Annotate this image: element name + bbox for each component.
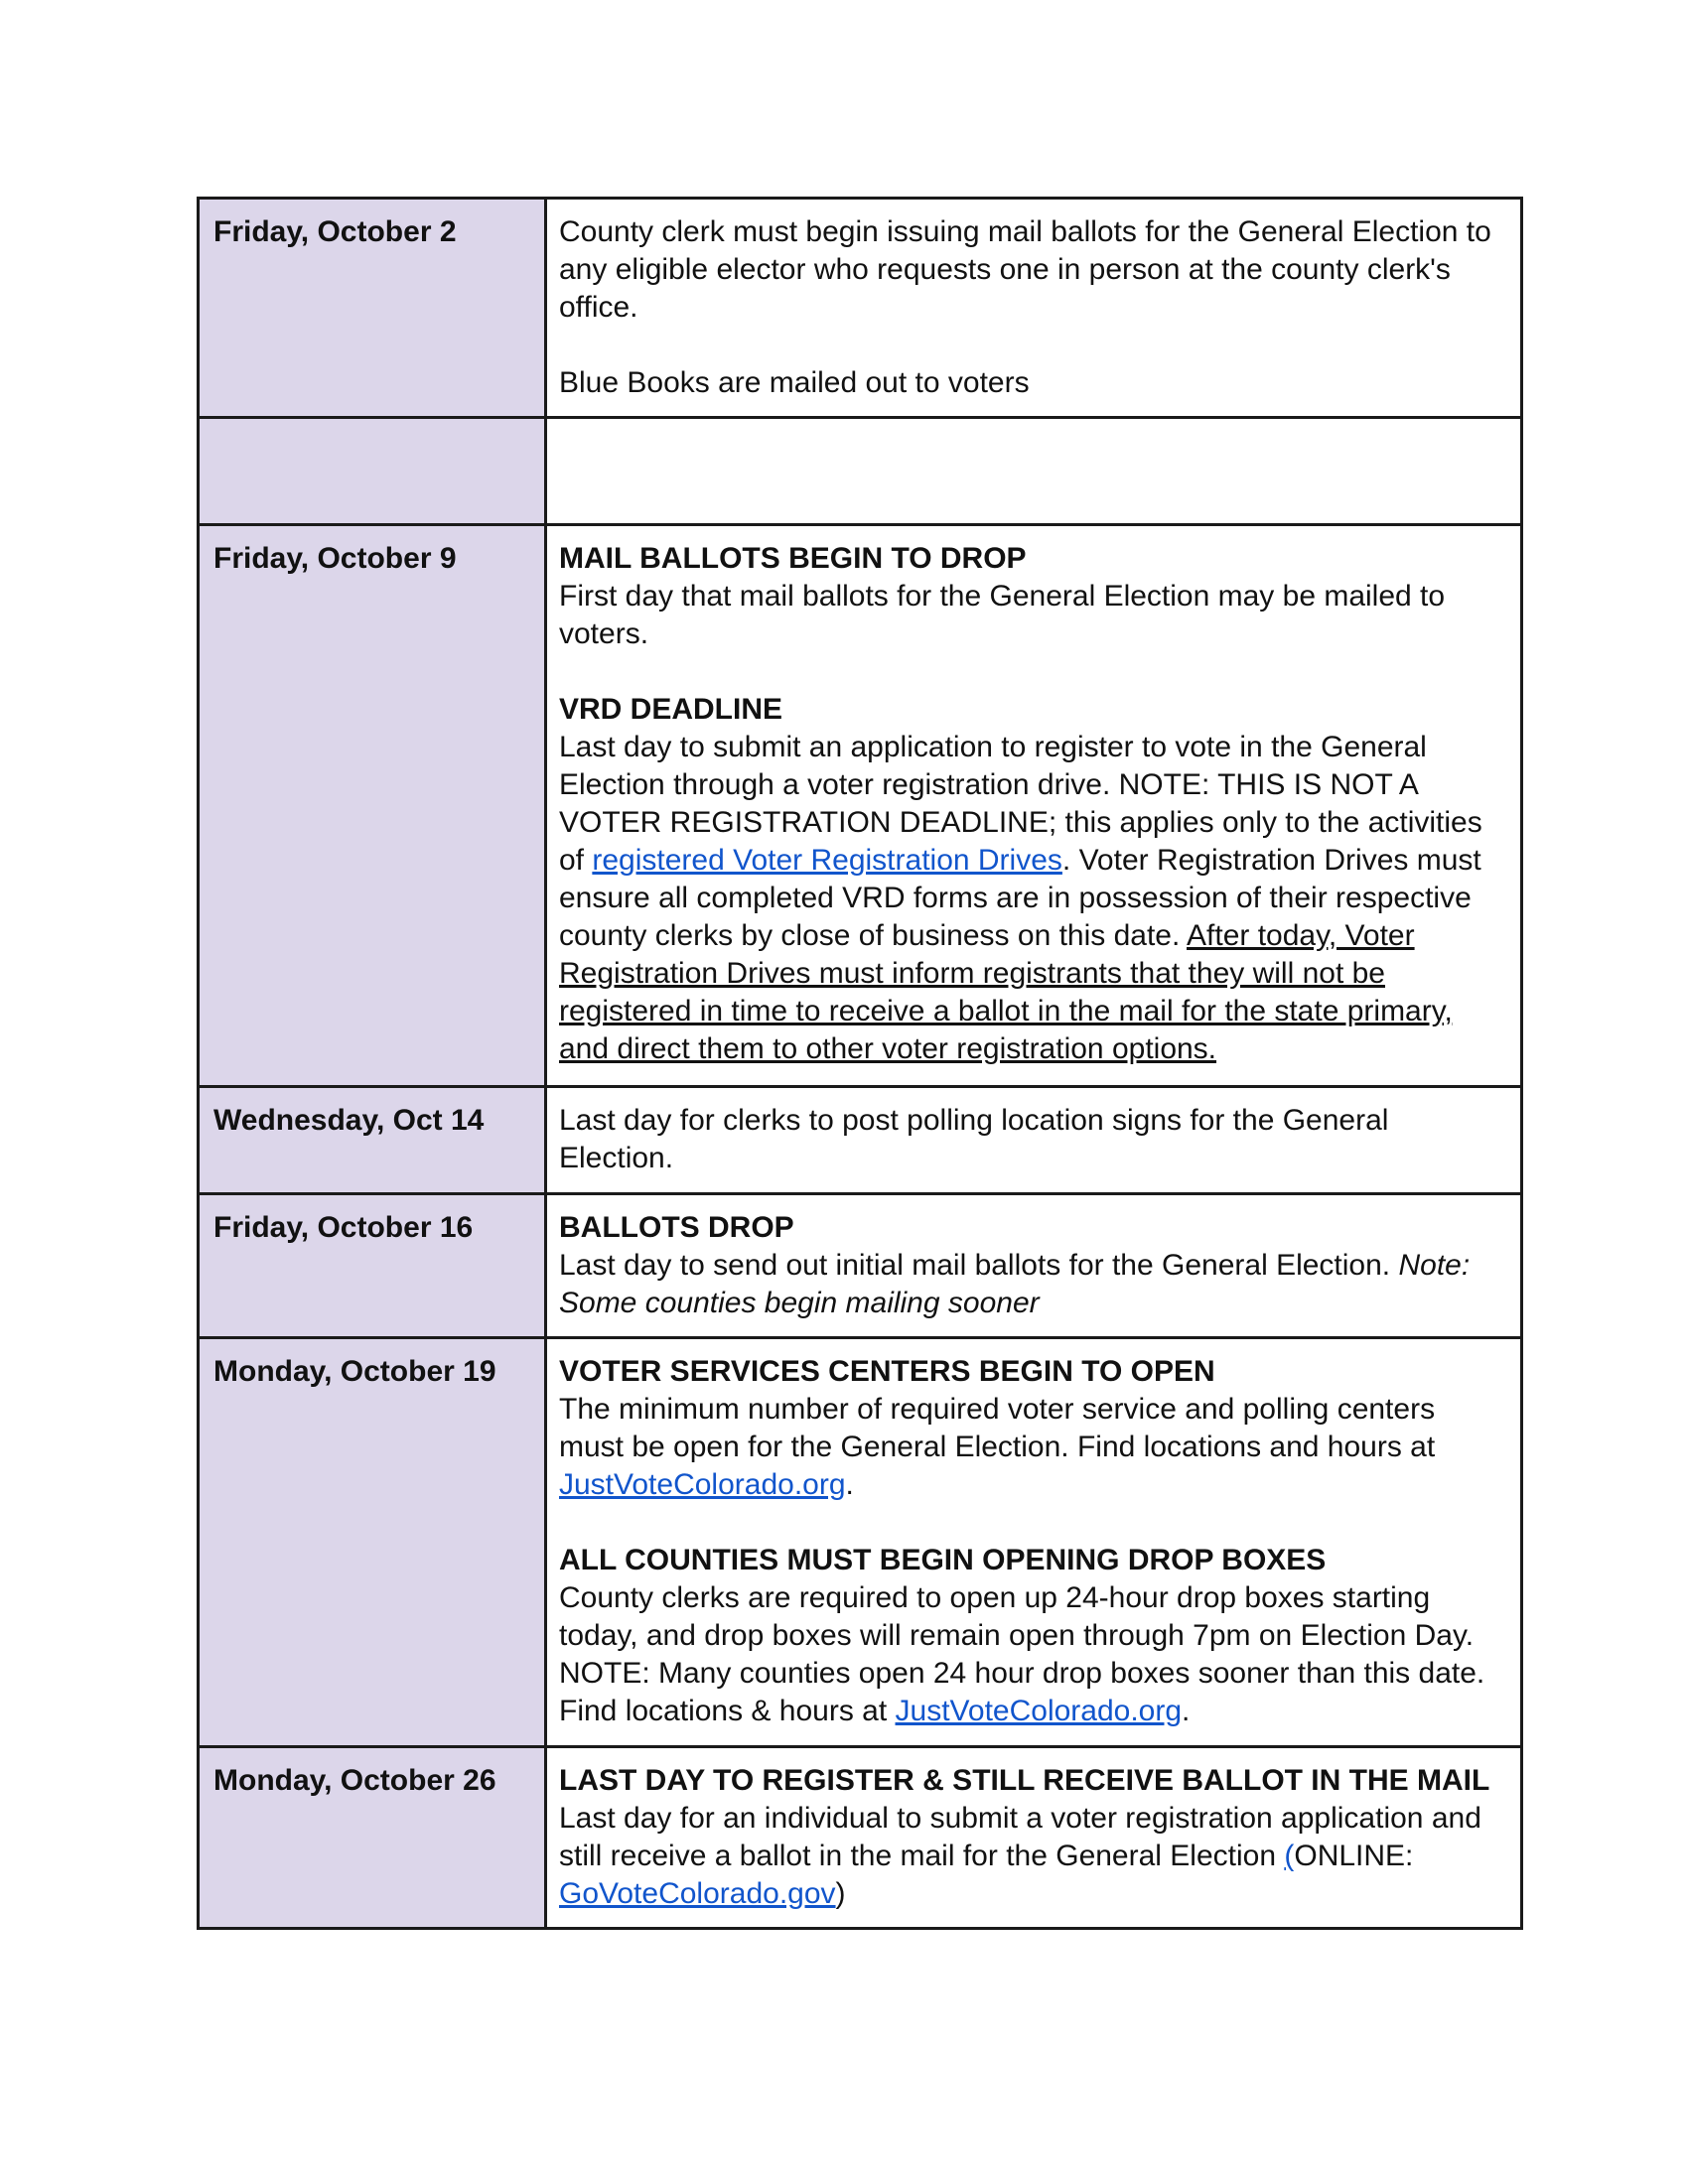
description-paragraph bbox=[559, 1579, 1506, 1730]
section-heading: VOTER SERVICES CENTERS BEGIN TO OPEN bbox=[559, 1355, 1215, 1388]
section-heading: BALLOTS DROP bbox=[559, 1211, 794, 1244]
description-text: Blue Books are mailed out to voters bbox=[559, 366, 1030, 399]
paren-close: ) bbox=[835, 1877, 846, 1910]
italic-note: Note: Some counties begin mailing sooner bbox=[559, 1249, 1471, 1319]
table-row bbox=[199, 1747, 1522, 1929]
punctuation: . bbox=[845, 1468, 854, 1501]
justvotecolorado-link[interactable]: JustVoteColorado.org bbox=[895, 1695, 1183, 1727]
table-row bbox=[199, 1338, 1522, 1747]
section-heading: VRD DEADLINE bbox=[559, 693, 783, 726]
date-cell: Friday, October 2 bbox=[199, 199, 546, 418]
table-row bbox=[199, 1087, 1522, 1194]
description-text: County clerks are required to open up 24-hour drop boxes starting today, and drop boxes will remain open through 7pm on Election Day. NOTE: Many counties open 24 hour drop boxes sooner than this date. Find locations & hours at bbox=[559, 1581, 1485, 1727]
punctuation: . bbox=[1182, 1695, 1191, 1727]
description-cell bbox=[546, 1087, 1522, 1194]
voter-registration-drives-link[interactable]: registered Voter Registration Drives bbox=[592, 844, 1062, 877]
date-cell-empty bbox=[199, 418, 546, 525]
govotecolorado-link[interactable]: GoVoteColorado.gov bbox=[559, 1877, 836, 1910]
description-text: First day that mail ballots for the General Election may be mailed to voters. bbox=[559, 580, 1446, 650]
date-cell: Monday, October 19 bbox=[199, 1338, 546, 1747]
date-cell: Monday, October 26 bbox=[199, 1747, 546, 1929]
description-text: County clerk must begin issuing mail ballots for the General Election to any eligible elector who requests one in person at the county clerk's office. bbox=[559, 215, 1491, 324]
description-paragraph bbox=[559, 1391, 1506, 1504]
section-heading: ALL COUNTIES MUST BEGIN OPENING DROP BOXES bbox=[559, 1544, 1327, 1576]
description-text: Last day to send out initial mail ballots for the General Election. bbox=[559, 1249, 1399, 1282]
description-text: Last day to submit an application to register to vote in the General Election through a voter registration drive. NOTE: THIS IS NOT A VOTER REGISTRATION DEADLINE; this applies only to the activities of bbox=[559, 731, 1482, 877]
description-text: . Voter Registration Drives must ensure all completed VRD forms are in possession of their respective county clerks by close of business on this date. bbox=[559, 844, 1481, 952]
description-paragraph bbox=[559, 1800, 1506, 1913]
section-heading: MAIL BALLOTS BEGIN TO DROP bbox=[559, 542, 1027, 575]
description-paragraph bbox=[559, 729, 1506, 1068]
description-text: The minimum number of required voter service and polling centers must be open for the General Election. Find locations and hours at bbox=[559, 1393, 1436, 1463]
date-cell: Wednesday, Oct 14 bbox=[199, 1087, 546, 1194]
description-cell bbox=[546, 199, 1522, 418]
table-row bbox=[199, 1194, 1522, 1338]
description-cell bbox=[546, 1338, 1522, 1747]
description-text: Last day for clerks to post polling location signs for the General Election. bbox=[559, 1104, 1389, 1174]
description-cell bbox=[546, 525, 1522, 1087]
justvotecolorado-link[interactable]: JustVoteColorado.org bbox=[559, 1468, 846, 1501]
underlined-notice: After today, Voter Registration Drives must inform registrants that they will not be registered in time to receive a ballot in the mail for the state primary, and direct them to other voter registration options. bbox=[559, 919, 1453, 1065]
description-text: ONLINE: bbox=[1294, 1840, 1414, 1872]
table-row bbox=[199, 525, 1522, 1087]
description-cell bbox=[546, 1747, 1522, 1929]
description-text: Last day for an individual to submit a voter registration application and still receive a ballot in the mail for the General Election bbox=[559, 1802, 1481, 1872]
description-cell bbox=[546, 1194, 1522, 1338]
section-heading: LAST DAY TO REGISTER & STILL RECEIVE BALLOT IN THE MAIL bbox=[559, 1764, 1490, 1797]
description-paragraph bbox=[559, 1247, 1506, 1322]
description-cell-empty bbox=[546, 418, 1522, 525]
election-schedule-table bbox=[197, 197, 1523, 1930]
date-cell: Friday, October 9 bbox=[199, 525, 546, 1087]
table-row bbox=[199, 199, 1522, 418]
paren-open: ( bbox=[1284, 1840, 1295, 1872]
table-row-empty bbox=[199, 418, 1522, 525]
date-cell: Friday, October 16 bbox=[199, 1194, 546, 1338]
